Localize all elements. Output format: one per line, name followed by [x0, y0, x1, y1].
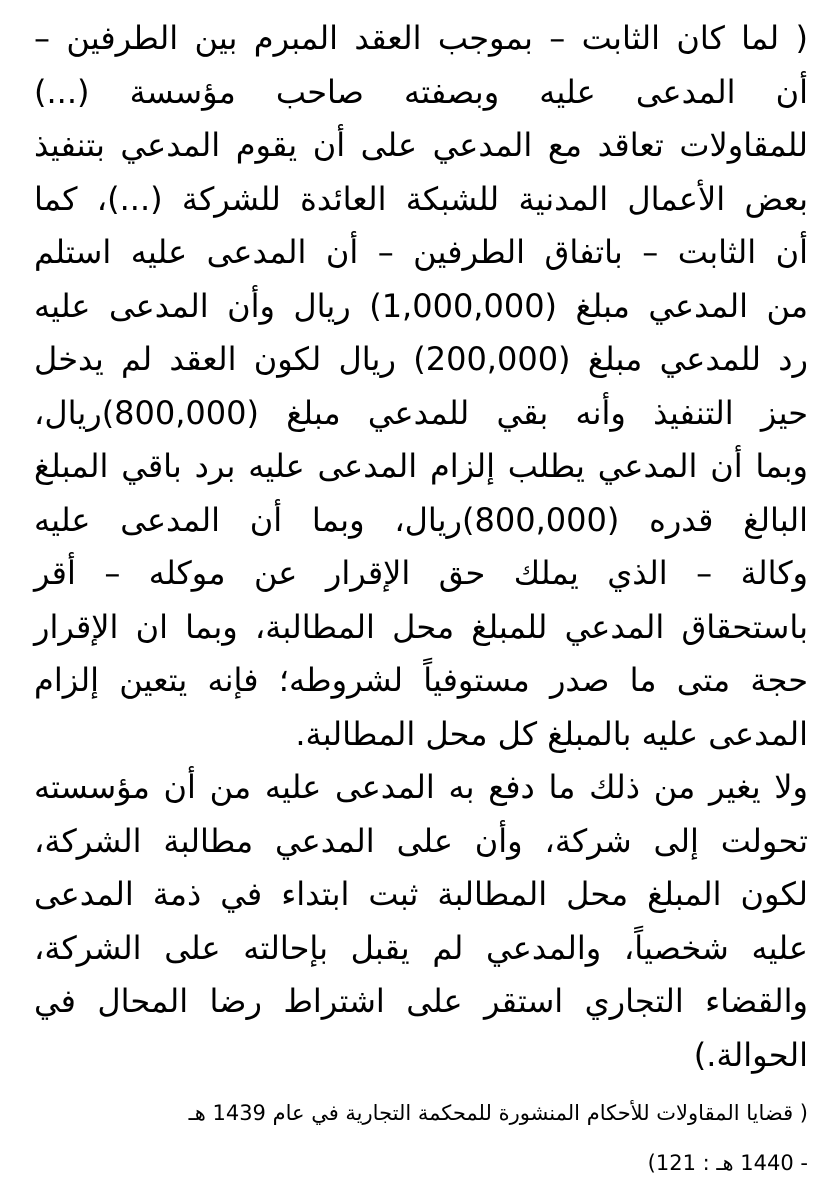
text-line: وكالة – الذي يملك حق الإقرار عن موكله – أقر: [34, 554, 808, 592]
citation-line: ( قضايا المقاولات للأحكام المنشورة للمحكمة التجارية في عام 1439 هـ: [188, 1101, 808, 1125]
text-line: ( لما كان الثابت – بموجب العقد المبرم بين الطرفين –: [34, 19, 808, 57]
text-line: البالغ قدره (800,000)ريال، وبما أن المدعى عليه: [34, 500, 809, 539]
text-line: المدعى عليه بالمبلغ كل محل المطالبة.: [295, 714, 808, 753]
text-line: للمقاولات تعاقد مع المدعي على أن يقوم المدعي بتنفيذ: [34, 126, 808, 164]
text-line: أن المدعى عليه وبصفته صاحب مؤسسة (...): [34, 72, 808, 111]
text-line: تحولت إلى شركة، وأن على المدعي مطالبة الشركة،: [34, 821, 808, 860]
text-line: حجة متى ما صدر مستوفياً لشروطه؛ فإنه يتعين إلزام: [34, 661, 808, 699]
text-line: وبما أن المدعي يطلب إلزام المدعى عليه برد باقي المبلغ: [34, 447, 808, 485]
text-line: لكون المبلغ محل المطالبة ثبت ابتداء في ذمة المدعى: [34, 875, 808, 913]
paragraph-1: [34, 12, 808, 761]
text-line: عليه شخصياً، والمدعي لم يقبل بإحالته على الشركة،: [34, 928, 808, 967]
text-line: حيز التنفيذ وأنه بقي للمدعي مبلغ (800,000)ريال،: [34, 393, 808, 432]
text-line: الحوالة.): [693, 1035, 808, 1074]
text-line: والقضاء التجاري استقر على اشتراط رضا المحال في: [34, 982, 808, 1020]
text-line: بعض الأعمال المدنية للشبكة العائدة للشركة (...)، كما: [34, 179, 808, 218]
text-line: من المدعي مبلغ (1,000,000) ريال وأن المدعى عليه: [34, 286, 809, 325]
citation-line: - 1440 هـ : 121): [647, 1151, 808, 1175]
citation: [34, 1088, 808, 1188]
document-body: [34, 12, 808, 1188]
paragraph-2: [34, 761, 808, 1082]
text-line: أن الثابت – باتفاق الطرفين – أن المدعى عليه استلم: [34, 233, 808, 271]
text-line: ولا يغير من ذلك ما دفع به المدعى عليه من أن مؤسسته: [34, 768, 808, 806]
text-line: باستحقاق المدعي للمبلغ محل المطالبة، وبما ان الإقرار: [34, 607, 808, 646]
text-line: رد للمدعي مبلغ (200,000) ريال لكون العقد لم يدخل: [34, 340, 809, 378]
